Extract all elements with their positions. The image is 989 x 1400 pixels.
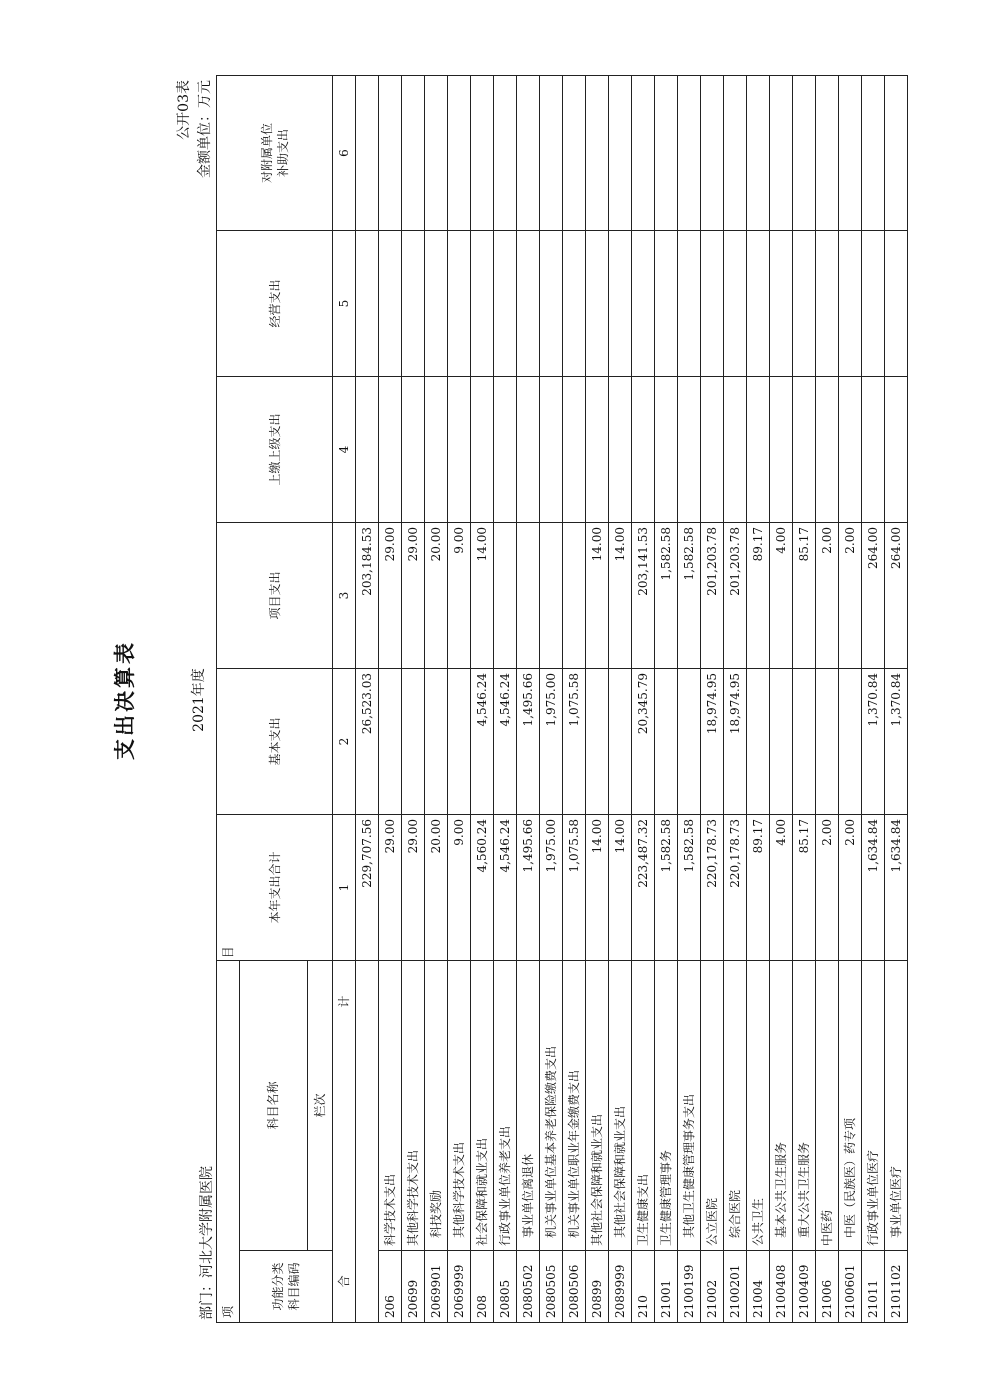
row-c2: [448, 669, 471, 815]
row-c1: 223,487.32: [632, 815, 655, 961]
row-c3: 14.00: [586, 523, 609, 669]
row-c4: [747, 377, 770, 523]
row-c2: 1,495.66: [517, 669, 540, 815]
row-name: 综合医院: [724, 961, 747, 1251]
table-row: [471, 76, 494, 1323]
row-c6: [885, 76, 908, 231]
row-c3: 14.00: [471, 523, 494, 669]
table-row: [793, 76, 816, 1323]
table-row: [494, 76, 517, 1323]
row-c5: [609, 231, 632, 377]
table-row: [609, 76, 632, 1323]
form-code: 公开03表: [176, 80, 192, 140]
row-c5: [379, 231, 402, 377]
table-row: [816, 76, 839, 1323]
row-c3: [563, 523, 586, 669]
header-col-5: 经营支出: [217, 231, 333, 377]
row-c6: [701, 76, 724, 231]
header-ji: 计: [337, 995, 351, 1008]
row-c4: [517, 377, 540, 523]
row-c3: 9.00: [448, 523, 471, 669]
row-c1: 85.17: [793, 815, 816, 961]
col-index-1: 1: [333, 815, 356, 961]
row-name: 基本公共卫生服务: [770, 961, 793, 1251]
row-c1: 2.00: [816, 815, 839, 961]
row-c4: [609, 377, 632, 523]
row-c5: [770, 231, 793, 377]
row-c3: 20.00: [425, 523, 448, 669]
row-c4: [701, 377, 724, 523]
row-c2: 1,975.00: [540, 669, 563, 815]
row-name: 公立医院: [701, 961, 724, 1251]
row-c2: [425, 669, 448, 815]
row-c2: [793, 669, 816, 815]
header-he: 合: [337, 1275, 351, 1288]
row-code: 20805: [494, 1251, 517, 1323]
row-c3: 89.17: [747, 523, 770, 669]
row-code: 2089999: [609, 1251, 632, 1323]
header-col-4: 上缴上级支出: [217, 377, 333, 523]
row-c6: [816, 76, 839, 231]
row-c5: [517, 231, 540, 377]
row-c6: [632, 76, 655, 231]
total-c1: 229,707.56: [356, 815, 379, 961]
row-c4: [724, 377, 747, 523]
row-c5: [540, 231, 563, 377]
row-c1: 14.00: [586, 815, 609, 961]
row-c5: [655, 231, 678, 377]
row-c5: [494, 231, 517, 377]
header-xiang: 项: [221, 1305, 235, 1318]
row-c1: 220,178.73: [701, 815, 724, 961]
row-name: 社会保障和就业支出: [471, 961, 494, 1251]
row-c5: [425, 231, 448, 377]
table-row: [632, 76, 655, 1323]
row-c4: [379, 377, 402, 523]
header-row-index: [333, 76, 356, 1323]
table-row: [517, 76, 540, 1323]
row-c1: 4,560.24: [471, 815, 494, 961]
row-c2: [586, 669, 609, 815]
row-code: 21001: [655, 1251, 678, 1323]
row-c5: [563, 231, 586, 377]
row-code: 21006: [816, 1251, 839, 1323]
table-row: [448, 76, 471, 1323]
row-code: 208: [471, 1251, 494, 1323]
row-c1: 1,075.58: [563, 815, 586, 961]
row-c4: [793, 377, 816, 523]
table-row: [402, 76, 425, 1323]
row-code: 2080502: [517, 1251, 540, 1323]
row-c1: 9.00: [448, 815, 471, 961]
row-c5: [632, 231, 655, 377]
row-name: 行政事业单位养老支出: [494, 961, 517, 1251]
row-c1: 1,582.58: [678, 815, 701, 961]
row-c6: [747, 76, 770, 231]
row-c1: 1,634.84: [885, 815, 908, 961]
row-c2: [816, 669, 839, 815]
row-c2: 4,546.24: [471, 669, 494, 815]
row-c1: 1,634.84: [862, 815, 885, 961]
row-c4: [632, 377, 655, 523]
row-code: 20899: [586, 1251, 609, 1323]
row-c3: 85.17: [793, 523, 816, 669]
row-c2: [839, 669, 862, 815]
row-c4: [448, 377, 471, 523]
row-name: 事业单位离退休: [517, 961, 540, 1251]
row-c2: 20,345.79: [632, 669, 655, 815]
col-index-3: 3: [333, 523, 356, 669]
row-c6: [862, 76, 885, 231]
row-c1: 2.00: [839, 815, 862, 961]
table-row: [586, 76, 609, 1323]
row-name: 其他社会保障和就业支出: [609, 961, 632, 1251]
row-c3: 2.00: [816, 523, 839, 669]
row-c6: [839, 76, 862, 231]
department-label: 部门：河北大学附属医院: [199, 1166, 215, 1320]
row-c3: 203,141.53: [632, 523, 655, 669]
row-code: 2101102: [885, 1251, 908, 1323]
total-c2: 26,523.03: [356, 669, 379, 815]
row-c4: [563, 377, 586, 523]
row-c2: [655, 669, 678, 815]
expenditure-table: [216, 75, 908, 1323]
row-c2: [678, 669, 701, 815]
unit-note: 金额单位：万元: [197, 80, 213, 178]
total-c5: [356, 231, 379, 377]
row-c6: [609, 76, 632, 231]
row-c5: [586, 231, 609, 377]
row-c3: 4.00: [770, 523, 793, 669]
row-c2: 4,546.24: [494, 669, 517, 815]
row-c6: [770, 76, 793, 231]
row-c5: [678, 231, 701, 377]
row-c4: [494, 377, 517, 523]
table-row: [747, 76, 770, 1323]
row-code: 2100408: [770, 1251, 793, 1323]
row-c5: [839, 231, 862, 377]
row-c6: [724, 76, 747, 231]
row-c1: 20.00: [425, 815, 448, 961]
table-row: [655, 76, 678, 1323]
row-c1: 29.00: [402, 815, 425, 961]
row-c4: [402, 377, 425, 523]
row-name: 卫生健康支出: [632, 961, 655, 1251]
row-c5: [448, 231, 471, 377]
header-row-top: [217, 76, 240, 1323]
col-index-2: 2: [333, 669, 356, 815]
fiscal-year: 2021年度: [191, 668, 207, 732]
row-c6: [563, 76, 586, 231]
row-c2: [379, 669, 402, 815]
table-row: [540, 76, 563, 1323]
row-c6: [494, 76, 517, 231]
row-c6: [448, 76, 471, 231]
table-row: [862, 76, 885, 1323]
row-c4: [862, 377, 885, 523]
header-xiang-mu: [217, 946, 240, 1323]
table-row: [678, 76, 701, 1323]
row-c4: [839, 377, 862, 523]
row-c2: 1,370.84: [862, 669, 885, 815]
row-c4: [586, 377, 609, 523]
row-c3: 29.00: [379, 523, 402, 669]
row-code: 2080506: [563, 1251, 586, 1323]
row-name: 其他社会保障和就业支出: [586, 961, 609, 1251]
row-c5: [402, 231, 425, 377]
col-index-6: 6: [333, 76, 356, 231]
row-c5: [747, 231, 770, 377]
header-name: 科目名称: [240, 961, 308, 1251]
total-c4: [356, 377, 379, 523]
row-c4: [678, 377, 701, 523]
row-code: 21004: [747, 1251, 770, 1323]
header-mu: 目: [221, 946, 235, 959]
total-row: [356, 76, 379, 1323]
row-c5: [862, 231, 885, 377]
row-name: 事业单位医疗: [885, 961, 908, 1251]
document-title: 支出决算表: [113, 640, 137, 760]
row-name: 行政事业单位医疗: [862, 961, 885, 1251]
row-c3: [517, 523, 540, 669]
col-index-5: 5: [333, 231, 356, 377]
row-c5: [793, 231, 816, 377]
row-c1: 1,582.58: [655, 815, 678, 961]
row-c5: [885, 231, 908, 377]
table-row: [425, 76, 448, 1323]
row-c6: [517, 76, 540, 231]
row-code: 206: [379, 1251, 402, 1323]
row-c5: [471, 231, 494, 377]
row-c4: [655, 377, 678, 523]
row-code: 21002: [701, 1251, 724, 1323]
row-c3: 264.00: [862, 523, 885, 669]
row-c5: [724, 231, 747, 377]
row-c6: [471, 76, 494, 231]
table-row: [563, 76, 586, 1323]
row-name: 机关事业单位职业年金缴费支出: [563, 961, 586, 1251]
row-code: 2100601: [839, 1251, 862, 1323]
row-name: 其他卫生健康管理事务支出: [678, 961, 701, 1251]
row-code: 210: [632, 1251, 655, 1323]
row-c3: 1,582.58: [655, 523, 678, 669]
row-c4: [425, 377, 448, 523]
row-c2: 1,075.58: [563, 669, 586, 815]
row-c4: [885, 377, 908, 523]
row-code: 20699: [402, 1251, 425, 1323]
header-col-3: 项目支出: [217, 523, 333, 669]
row-c5: [701, 231, 724, 377]
header-code: 功能分类 科目编码: [240, 1251, 333, 1323]
row-code: 2100201: [724, 1251, 747, 1323]
row-c3: 29.00: [402, 523, 425, 669]
row-name: 其他科学技术支出: [402, 961, 425, 1251]
col-index-4: 4: [333, 377, 356, 523]
row-c6: [678, 76, 701, 231]
row-c2: 18,974.95: [724, 669, 747, 815]
row-c3: 264.00: [885, 523, 908, 669]
row-c1: 89.17: [747, 815, 770, 961]
row-c4: [471, 377, 494, 523]
row-c2: 1,370.84: [885, 669, 908, 815]
header-lanci: 栏次: [307, 961, 332, 1251]
row-name: 重大公共卫生服务: [793, 961, 816, 1251]
row-name: 其他科学技术支出: [448, 961, 471, 1251]
row-c3: 201,203.78: [724, 523, 747, 669]
table-row: [770, 76, 793, 1323]
row-c3: [540, 523, 563, 669]
row-code: 2100409: [793, 1251, 816, 1323]
row-c6: [425, 76, 448, 231]
row-c3: 14.00: [609, 523, 632, 669]
row-c2: 18,974.95: [701, 669, 724, 815]
row-name: 卫生健康管理事务: [655, 961, 678, 1251]
row-name: 中医药: [816, 961, 839, 1251]
row-c1: 29.00: [379, 815, 402, 961]
header-col-2: 基本支出: [217, 669, 333, 815]
row-c1: 220,178.73: [724, 815, 747, 961]
header-col-1: 本年支出合计: [217, 815, 333, 961]
row-name: 中医（民族医）药专项: [839, 961, 862, 1251]
row-code: 2100199: [678, 1251, 701, 1323]
row-code: 21011: [862, 1251, 885, 1323]
table-row: [839, 76, 862, 1323]
header-heji: [333, 961, 356, 1323]
row-code: 2080505: [540, 1251, 563, 1323]
row-c1: 14.00: [609, 815, 632, 961]
total-c6: [356, 76, 379, 231]
row-c4: [540, 377, 563, 523]
row-name: 科学技术支出: [379, 961, 402, 1251]
row-c3: 1,582.58: [678, 523, 701, 669]
row-name: 公共卫生: [747, 961, 770, 1251]
row-c3: [494, 523, 517, 669]
row-c2: [402, 669, 425, 815]
row-c1: 4.00: [770, 815, 793, 961]
row-code: 2069999: [448, 1251, 471, 1323]
header-col-6: 对附属单位 补助支出: [217, 76, 333, 231]
table-row: [379, 76, 402, 1323]
row-c2: [609, 669, 632, 815]
row-c6: [379, 76, 402, 231]
row-c1: 1,495.66: [517, 815, 540, 961]
row-c1: 1,975.00: [540, 815, 563, 961]
row-name: 科技奖励: [425, 961, 448, 1251]
row-c2: [770, 669, 793, 815]
row-c1: 4,546.24: [494, 815, 517, 961]
row-c5: [816, 231, 839, 377]
row-c3: 201,203.78: [701, 523, 724, 669]
row-c6: [402, 76, 425, 231]
row-name: 机关事业单位基本养老保险缴费支出: [540, 961, 563, 1251]
row-c4: [816, 377, 839, 523]
row-c6: [540, 76, 563, 231]
row-c6: [793, 76, 816, 231]
table-row: [701, 76, 724, 1323]
row-code: 2069901: [425, 1251, 448, 1323]
row-c3: 2.00: [839, 523, 862, 669]
row-c2: [747, 669, 770, 815]
total-c3: 203,184.53: [356, 523, 379, 669]
row-c4: [770, 377, 793, 523]
table-row: [724, 76, 747, 1323]
row-c6: [586, 76, 609, 231]
row-c6: [655, 76, 678, 231]
total-label-cell: [356, 961, 379, 1323]
table-row: [885, 76, 908, 1323]
